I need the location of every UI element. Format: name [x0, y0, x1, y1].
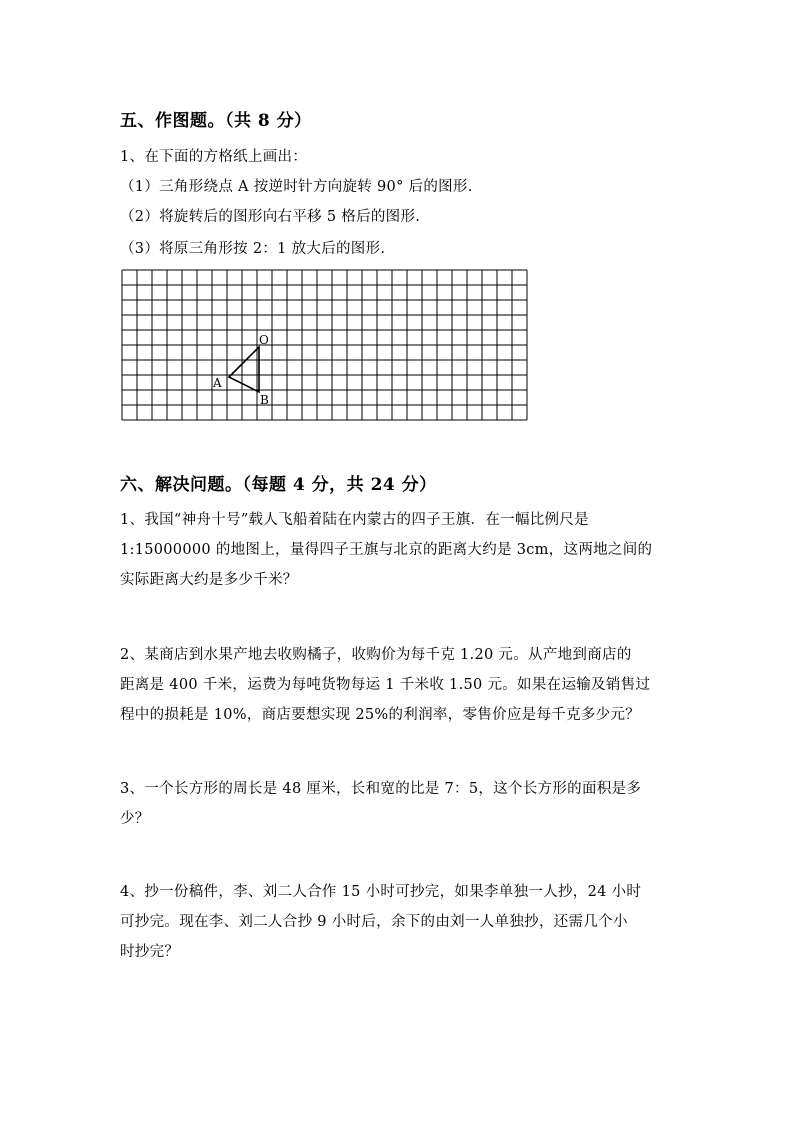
section-5-item-2: （2）将旋转后的图形向右平移 5 格后的图形.	[120, 209, 421, 225]
point-b-label: B	[260, 393, 269, 407]
section-5-item-1: （1）三角形绕点 A 按逆时针方向旋转 90° 后的图形.	[120, 179, 473, 195]
question-2-line-3: 程中的损耗是 10%，商店要想实现 25%的利润率，零售价应是每千克多少元？	[120, 707, 641, 723]
grid-paper	[121, 269, 533, 425]
section-6-heading: 六、解决问题。（每题 4 分，共 24 分）	[120, 475, 437, 495]
grid-lines	[122, 270, 527, 420]
point-a-label: A	[213, 376, 222, 390]
question-1-line-1: 1、我国“神舟十号”载人飞船着陆在内蒙古的四子王旗．在一幅比例尺是	[120, 512, 589, 528]
point-o-label: O	[259, 333, 269, 347]
section-5-item-3: （3）将原三角形按 2：1 放大后的图形.	[120, 241, 386, 257]
question-3-line-1: 3、一个长方形的周长是 48 厘米，长和宽的比是 7：5，这个长方形的面积是多	[120, 781, 642, 797]
section-5-heading: 五、作图题。（共 8 分）	[120, 111, 312, 131]
question-2-line-2: 距离是 400 千米，运费为每吨货物每运 1 千米收 1.50 元。如果在运输及销售过	[120, 677, 651, 693]
question-4-line-1: 4、抄一份稿件，李、刘二人合作 15 小时可抄完，如果李单独一人抄，24 小时	[120, 884, 642, 900]
question-3-line-2: 少？	[120, 811, 150, 827]
section-5-question-intro: 1、在下面的方格纸上画出：	[120, 149, 308, 165]
question-4-line-2: 可抄完。现在李、刘二人合抄 9 小时后，余下的由刘一人单独抄，还需几个小	[120, 914, 628, 930]
question-2-line-1: 2、某商店到水果产地去收购橘子，收购价为每千克 1.20 元。从产地到商店的	[120, 647, 632, 663]
question-1-line-3: 实际距离大约是多少千米？	[120, 572, 298, 588]
question-4-line-3: 时抄完？	[120, 944, 180, 960]
question-1-line-2: 1:15000000 的地图上，量得四子王旗与北京的距离大约是 3cm，这两地之间的	[120, 542, 653, 558]
triangle-oab	[229, 347, 259, 392]
